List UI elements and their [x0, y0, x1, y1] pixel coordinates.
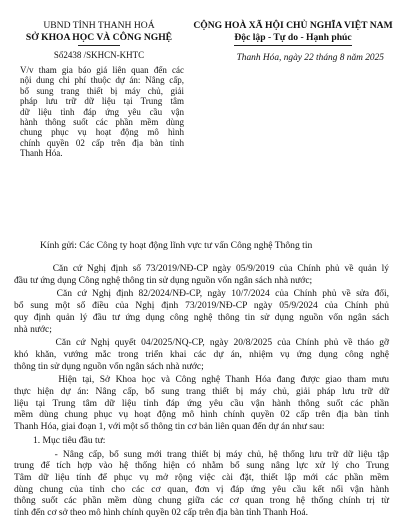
- subject-line: dữ liệu tỉnh đáp ứng yêu cầu vận: [20, 106, 184, 117]
- subject-line: pháp lưu trữ dữ liệu tại Trung tâm: [20, 96, 184, 107]
- subject-line: chính quyền 02 cấp trên địa bàn tỉnh: [20, 137, 184, 148]
- body-line: thông suốt các phần mềm dùng chung giữa các cơ quan trong hệ thống chính trị từ: [14, 496, 389, 507]
- body-line: liệu tại Trung tâm dữ liệu tỉnh đáp ứng yêu cầu vận hành thông suốt các phần: [14, 398, 389, 409]
- body-line: dùng chung của tỉnh cho các cơ quan, đơn vị đáp ứng yêu cầu kết nối vận hành: [14, 484, 389, 495]
- document-number: Số2438 /SKHCN-KHTC: [53, 50, 145, 60]
- subject-line: V/v tham gia báo giá liên quan đến các: [20, 65, 184, 75]
- body-line: mềm dùng chung phục vụ hoạt động mô hình chính quyền 02 cấp trên địa bàn tỉnh: [14, 410, 389, 421]
- body-line: đầu tư ứng dụng Công nghệ thông tin sử dụng nguồn vốn ngân sách nhà nước;: [14, 275, 313, 286]
- document-subject: [14, 65, 184, 159]
- issuing-agency-block: [14, 20, 184, 159]
- nation-title: CỘNG HOÀ XÃ HỘI CHỦ NGHĨA VIỆT NAM: [193, 20, 393, 31]
- place-and-date: Thanh Hóa, ngày 22 tháng 8 năm 2025: [236, 53, 384, 63]
- body-line: thực hiện dự án: Nâng cấp, bổ sung trang thiết bị máy chủ, giải pháp lưu trữ dữ: [14, 387, 389, 398]
- body-line: Hiện tại, Sở Khoa học và Công nghệ Thanh Hóa đang được giao tham mưu: [14, 375, 389, 386]
- body-line: Thanh Hóa, giai đoạn 1, với một số thông tin cơ bản liên quan đến dự án như sau:: [14, 422, 325, 433]
- body-line: Căn cứ Nghị định số 73/2019/NĐ-CP ngày 05/9/2019 của Chính phủ về quản lý: [14, 264, 389, 274]
- body-line: nhà nước;: [14, 324, 52, 335]
- body-line: thông tin sử dụng nguồn vốn ngân sách nhà nước;: [14, 361, 204, 372]
- agency-name: SỞ KHOA HỌC VÀ CÔNG NGHỆ: [25, 32, 173, 43]
- body-line: 1. Mục tiêu đầu tư:: [14, 435, 106, 446]
- agency-underline: [78, 45, 120, 46]
- subject-line: nội dung chi phí thuộc dự án: Nâng cấp,: [20, 75, 184, 86]
- body-line: quy định quản lý đầu tư ứng dụng công nghệ thông tin sử dụng nguồn vốn ngân sách: [14, 312, 389, 323]
- body-line: khó khăn, vướng mắc trong triển khai các dự án, nhiệm vụ ứng dụng công nghệ: [14, 349, 389, 360]
- body-line: Căn cứ Nghị định 82/2024/NĐ-CP, ngày 10/7/2024 của Chính phủ về sửa đổi,: [14, 289, 389, 300]
- body-line: Tâm dữ liệu tính để phục vụ mở rộng việc cài đặt, thiết lập mới các phần mềm: [14, 472, 389, 483]
- motto-underline: [234, 45, 352, 46]
- body-line: Căn cứ Nghị quyết 04/2025/NQ-CP, ngày 20/8/2025 của Chính phủ về tháo gỡ: [14, 338, 389, 349]
- body-line: - Nâng cấp, bổ sung mới trang thiết bị máy chủ, hệ thống lưu trữ dữ liệu tập: [14, 449, 389, 460]
- recipient-line: Kính gửi: Các Công ty hoạt động lĩnh vực tư vấn Công nghệ Thông tin: [40, 240, 313, 251]
- body-line: tỉnh đến cơ sở theo mô hình chính quyền 02 cấp trên địa bàn tỉnh Thanh Hoá.: [14, 508, 309, 519]
- body-line: bổ sung một số điều của Nghị định 73/2019/NĐ-CP ngày 05/9/2024 của Chính phủ: [14, 301, 389, 312]
- subject-line: Thanh Hóa.: [20, 148, 63, 159]
- body-line: trung để tích hợp vào hệ thống hiện có nhằm bổ sung nâng lực xử lý cho Trung: [14, 461, 389, 472]
- subject-line: hành thông suốt các phần mềm dùng: [20, 117, 184, 128]
- subject-line: chung phục vụ hoạt động mô hình: [20, 127, 184, 138]
- national-header-block: [190, 20, 396, 64]
- subject-line: bổ sung trang thiết bị máy chủ, giải: [20, 85, 184, 96]
- agency-parent: UBND TỈNH THANH HOÁ: [43, 20, 155, 31]
- letter-body: [14, 264, 389, 520]
- national-motto: Độc lập - Tự do - Hạnh phúc: [234, 32, 352, 43]
